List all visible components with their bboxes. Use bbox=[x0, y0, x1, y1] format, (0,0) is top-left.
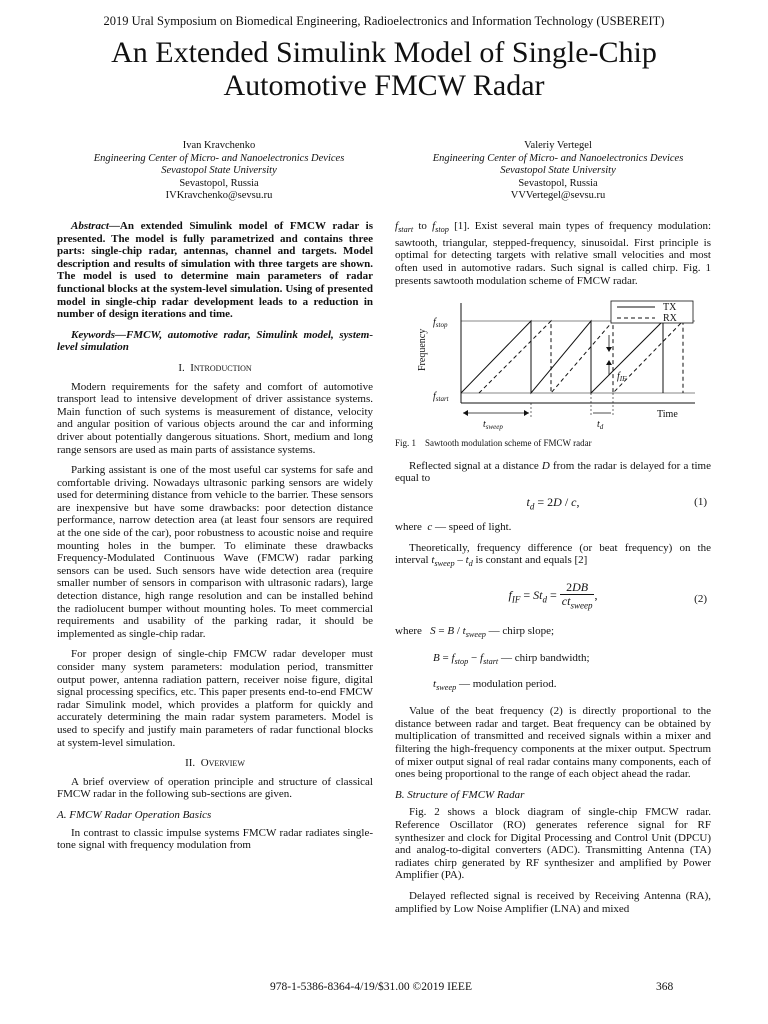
paragraph-text: [1]. Exist several main types of frequency modulation: sawtooth, triangular, stepped-frequency, sinusoidal. First principle is optimal for detecting targets with relative small velocities and most often used in automotive radars. Such signal is called chirp. Fig. 1 presents sawtooth modulation scheme of FMCW radar. bbox=[395, 220, 711, 287]
paragraph: Fig. 2 shows a block diagram of single-chip FMCW radar. Reference Oscillator (RO) generates reference signal for RF synthesizer and clock for Digital Processing and Control Unit (DPCU) and analog-to-digital converters (ADC). Transmitting Antenna (TA) radiates chirp generated by RF synthesizer and amplified by Power Amplifier (PA). bbox=[395, 806, 711, 882]
definition-period: $t_{sweep}$ — modulation period. bbox=[433, 678, 557, 693]
equation-2: $f_{IF} = St_d$ = $\frac{2DB}{ct_{sweep}}$ , (2) bbox=[508, 579, 707, 610]
left-column bbox=[57, 220, 373, 860]
author-university: Sevastopol State University bbox=[161, 165, 277, 177]
x-axis-label: Time bbox=[657, 409, 678, 421]
author-city: Sevastopol, Russia bbox=[518, 177, 598, 189]
caption-number: Fig. 1 bbox=[395, 438, 417, 449]
paragraph: Delayed reflected signal is received by Receiving Antenna (RA), amplified by Low Noise Amplifier (LNA) and mixed bbox=[395, 889, 711, 915]
figure-caption bbox=[395, 437, 711, 450]
paragraph: Reflected signal at a distance D from the radar is delayed for a time equal to bbox=[395, 459, 711, 485]
paragraph: Value of the beat frequency (2) is directly proportional to the distance between radar and target. Beat frequency can be obtained by multiplication of transmitted and received signals within a mixer and filtering the high-frequency components at the mixer output. Spectrum of mixer output signal of real radar contains many components, each of ones being proportional to the range of each object ahead the radar. bbox=[395, 705, 711, 781]
author-affiliation: Engineering Center of Micro- and Nanoelectronics Devices bbox=[432, 152, 684, 164]
paragraph: Parking assistant is one of the most useful car systems for safe and comfortable driving. Nowadays ultrasonic parking sensors are widely used for determining distance from vehicle to the barrier. These sensors are inexpensive but have some drawbacks: poor detection distance performance, narrow detection area (at least four sensors are required at the one side of the car), poor robustness to acoustic noise and require mounting holes in the bumper. To eliminate these drawbacks Frequency-Modulated Continuous Wave (FMCW) radar parking sensors can be used. Such sensors have wide detection area (require smaller number of sensors in comparison with ultrasonic radars), large detection distance, high range resolution and can be installed behind the radiolucent bumper without mounting holes. To meet commercial requirements and usability of the parking radar, it should be implemented as single-chip radar. bbox=[57, 464, 373, 640]
section-number: I. bbox=[178, 361, 185, 374]
tsweep-label: $t_{sweep}$ bbox=[483, 419, 503, 432]
paragraph: For proper design of single-chip FMCW radar developer must consider many system parameters: modulation period, transmitter output power, antenna radiation pattern, receiver noise figure, digital signal processing specifics, etc. This paper presents end-to-end FMCW radar Simulink model, which provides a platform for quickly and accurately determining the main radar system parameters. Model is used to specify and justify main parameters of radar functional blocks at system-level simulation. bbox=[57, 648, 373, 749]
right-column bbox=[395, 220, 711, 923]
paragraph: $f_{start}$ to $f_{stop}$ [1]. Exist several main types of frequency modulation: sawtooth, triangular, stepped-frequency, sinusoidal. First principle is optimal for detecting targets with relative small velocities and most often used in automotive radars. Such signal is called chirp. Fig. 1 presents sawtooth modulation scheme of FMCW radar. bbox=[395, 220, 711, 287]
fstop-label: $f_{stop}$ bbox=[433, 317, 448, 330]
equation-number: (1) bbox=[694, 495, 707, 508]
legend-tx-label: TX bbox=[663, 302, 677, 314]
author-name: Ivan Kravchenko bbox=[182, 140, 256, 151]
section-title: Overview bbox=[200, 757, 245, 770]
legend-rx-label: RX bbox=[663, 313, 677, 325]
abstract-label: Abstract bbox=[71, 220, 109, 232]
fif-arrowhead-bottom bbox=[606, 360, 612, 365]
abstract bbox=[57, 220, 373, 321]
tx-signal-line bbox=[461, 321, 663, 393]
subsection-heading-b: B. Structure of FMCW Radar bbox=[395, 788, 525, 801]
author-email[interactable]: IVKravchenko@sevsu.ru bbox=[165, 190, 273, 202]
section-title: Introduction bbox=[190, 361, 252, 374]
paper-title bbox=[0, 36, 768, 102]
fif-label: $f_{IF}$ bbox=[617, 371, 627, 384]
conference-header: 2019 Ural Symposium on Biomedical Engineering, Radioelectronics and Information Technology (USBEREIT) bbox=[103, 14, 665, 28]
legend-box bbox=[611, 301, 693, 323]
tsweep-arrowhead-right bbox=[524, 410, 529, 416]
equation-1: $t_d = 2D / c$, (1) bbox=[526, 494, 707, 512]
footer-isbn: 978-1-5386-8364-4/19/$31.00 ©2019 IEEE bbox=[270, 981, 472, 993]
author-block-2 bbox=[393, 140, 723, 203]
subsection-heading-a: A. FMCW Radar Operation Basics bbox=[57, 808, 212, 821]
section-heading-introduction bbox=[57, 362, 373, 375]
author-university: Sevastopol State University bbox=[500, 165, 616, 177]
abstract-text: —An extended Simulink model of FMCW radar is presented. The model is fully parametrized and contains three parts: single-chip radar, antennas, channel and targets. Model description and results of simulation with three targets are shown. The model is used to determine main parameters of radar functional blocks at the system-level simulation. Using of presented model in single-chip radar development leads to a reduction in number of design iterations and time. bbox=[57, 220, 373, 321]
author-block-1 bbox=[54, 140, 384, 203]
keywords: Keywords—FMCW, automotive radar, Simulink model, system-level simulation bbox=[57, 328, 373, 354]
definition-slope: where $S = B / t_{sweep}$ — chirp slope; bbox=[395, 624, 555, 640]
page-number: 368 bbox=[656, 981, 674, 993]
section-number: II. bbox=[185, 757, 196, 770]
figure-1 bbox=[395, 295, 711, 433]
paragraph: where c — speed of light. bbox=[395, 520, 512, 533]
y-axis-label: Frequency bbox=[417, 328, 428, 372]
td-label: $t_d$ bbox=[597, 419, 604, 432]
sawtooth-diagram bbox=[395, 295, 711, 433]
definition-bandwidth: $B = f_{stop} - f_{start}$ — chirp bandwidth; bbox=[433, 651, 590, 666]
equation-number: (2) bbox=[694, 592, 707, 605]
title-line-2: Automotive FMCW Radar bbox=[223, 69, 545, 102]
tsweep-arrowhead-left bbox=[463, 410, 468, 416]
fstart-label: $f_{start}$ bbox=[433, 391, 449, 404]
title-line-1: An Extended Simulink Model of Single-Chip bbox=[111, 36, 657, 69]
fif-arrowhead-top bbox=[606, 347, 612, 352]
caption-text: Sawtooth modulation scheme of FMCW radar bbox=[425, 438, 592, 449]
section-heading-overview bbox=[57, 757, 373, 770]
author-name: Valeriy Vertegel bbox=[524, 140, 592, 151]
author-email[interactable]: VVVertegel@sevsu.ru bbox=[510, 190, 606, 202]
paragraph: In contrast to classic impulse systems FMCW radar radiates single-tone signal with frequency modulation from bbox=[57, 826, 373, 852]
paragraph: A brief overview of operation principle and structure of classical FMCW radar in the following sub-sections are given. bbox=[57, 775, 373, 801]
paragraph: Theoretically, frequency difference (or beat frequency) on the interval $t_{sweep} - t_d$ is constant and equals [2] bbox=[395, 541, 711, 569]
author-affiliation: Engineering Center of Micro- and Nanoelectronics Devices bbox=[93, 152, 345, 164]
author-city: Sevastopol, Russia bbox=[179, 177, 259, 189]
paragraph: Modern requirements for the safety and comfort of automotive transport lead to intensive development of driver assistance systems. Main function of such systems is measurement of distance, velocity and angular position of various objects around the car and informing driver about potentially dangerous situations. Short, medium and long range sensors are used as main parts of assistance systems. bbox=[57, 380, 373, 456]
